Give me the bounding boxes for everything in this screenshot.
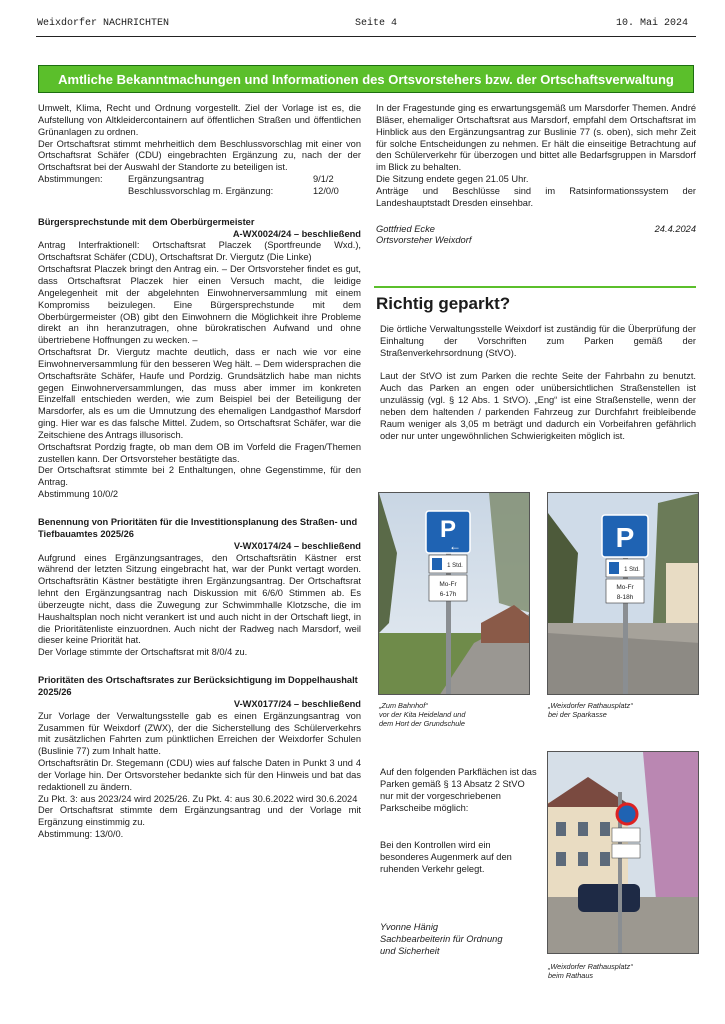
section-ref: A-WX0024/24 – beschließend [232,228,361,239]
paragraph: Laut der StVO ist zum Parken die rechte Seite der Fahrbahn zu benutzt. Auch das Parken an engen oder unübersichtlichen Straßenstellen ist unzulässig (vgl. § 12 Abs. 1 StVO). „Eng“ ist eine Straßenstelle, wenn der neben dem haltenden / parkenden Fahrzeug zur Durchfahrt freibleibende Raum weniger als 3,05 m beträgt und dadurch ein Vorbeifahren gefährlich oder nur unter ungewöhnlichen Schwierigkeiten möglich ist. [380,371,696,441]
paragraph: Ortschaftsrat Placzek bringt den Antrag ein. – Der Ortsvorsteher findet es gut, dass Ortschaftsrat Placzek hier einen Versuch macht, die leidige Angelegenheit mit der abgelehnten Einwohnerversammlung mit einem Kompromiss beizulegen. Eine Bürgersprechstunde mit dem Oberbürgermeister (OB) gibt den Einwohnern die Möglichkeit ihre Probleme direkt an ihn heranzutragen, ohne bürokratischen Aufwand und ohne übertriebene Hoffnungen zu wecken. – [38,264,361,346]
photo-parking-sign-rathausplatz [547,492,699,695]
section-divider [374,286,696,288]
svg-text:Mo-Fr: Mo-Fr [439,581,457,588]
paragraph: Zur Vorlage der Verwaltungsstelle gab es einen Ergänzungsantrag von Zusammen für Weixdorf (ZWX), der die Sicherstellung des Schülerverkehrs mit zusätzlichen Fahrten zum pünktlichen Erreichen der Weixdorfer Schulen (Buslinie 77) zum Inhalt hatte. [38,710,361,757]
svg-text:1 Std.: 1 Std. [447,563,463,569]
paragraph: Antrag Interfraktionell: Ortschaftsrat Placzek (Sportfreunde Wxd.), Ortschaftsrat Schäfer (CDU), Ortschaftsrat Dr. Viergutz (Die Linke) [38,240,361,263]
svg-text:P: P [439,516,457,543]
paragraph: Zu Pkt. 3: aus 2023/24 wird 2025/26. Zu Pkt. 4: aus 30.6.2022 wird 30.6.2024 [38,793,358,804]
svg-text:6-17h: 6-17h [439,591,457,598]
photo-caption: „Weixdorfer Rathausplatz“ bei der Sparkasse [548,701,633,719]
section-banner: Amtliche Bekanntmachungen und Informationen des Ortsvorstehers bzw. der Ortschaftsverwaltung [38,65,694,93]
header-date: 10. Mai 2024 [616,18,689,29]
section-ref: V-WX0177/24 – beschließend [233,698,361,709]
section-ref: V-WX0174/24 – beschließend [233,540,361,551]
paragraph: Abstimmung: 13/0/0. [38,829,124,840]
paragraph: Die Sitzung endete gegen 21.05 Uhr. [376,174,529,185]
header-publication: Weixdorfer NACHRICHTEN [37,18,170,29]
parking-sign-photo-icon [548,493,699,695]
paragraph: Der Ortschaftsrat stimmte dem Ergänzungsantrag und der Vorlage mit Ergänzung einstimmig zu. [38,805,361,828]
paragraph: Aufgrund eines Ergänzungsantrages, den Ortschaftsrätin Kästner erst während der letzten Sitzung eingebracht hat, war der Punkt vertagt worden. Ortschaftsrätin Kästner bestätigte ihren Ergänzungsantrag. Der Ortschaftsrat lehnt den Ergänzungsantrag nach Diskussion mit 6/6/0 Stimmen ab. Es überzeugte nicht, dass die Zuwegung zur Schwimmhalle Klotzsche, die im Haushaltsplan noch nicht verankert ist und auch nicht in der Ortschaft liegt, in die Prioritätenliste einzuordnen. Auch nicht der Radweg nach Marsdorf, weil dieser keine Priorität hat. [38,552,361,646]
vote-row: Beschlussvorschlag m. Ergänzung: 12/0/0 [128,185,339,196]
paragraph: Ortschaftsrat Pordzig fragte, ob man dem OB im Vorfeld die Fragen/Themen zustellen kann. Der Ortsvorsteher bestätigte das. [38,441,361,464]
vote-row: Abstimmungen: Ergänzungsantrag 9/1/2 [38,174,334,185]
svg-text:←: ← [449,539,461,553]
signer-role: Ortsvorsteher Weixdorf [376,235,472,246]
photo-caption: „Zum Bahnhof“ vor der Kita Heideland und dem Hort der Grundschule [379,701,466,728]
paragraph: Anträge und Beschlüsse sind im Ratsinformationssystem der Landeshauptstadt Dresden einsehbar. [376,185,696,208]
section-heading: Bürgersprechstunde mit dem Oberbürgermeister [38,216,255,227]
svg-text:P: P [615,522,635,553]
paragraph: Der Ortschaftsrat stimmte bei 2 Enthaltungen, ohne Gegenstimme, für den Antrag. [38,465,361,488]
parking-sign-photo-icon [379,493,530,695]
paragraph: Die örtliche Verwaltungsstelle Weixdorf ist zuständig für die Überprüfung der Einhaltung der Vorschriften zum Parken gemäß der Straßenverkehrsordnung (StVO). [380,324,696,358]
paragraph: Auf den folgenden Parkflächen ist das Parken gemäß § 13 Absatz 2 StVO nur mit der vorgeschriebenen Parkscheibe möglich: [380,767,537,813]
photo-caption: „Weixdorfer Rathausplatz“ beim Rathaus [548,962,633,980]
paragraph: Abstimmung 10/0/2 [38,489,119,500]
signer2-role: Sachbearbeiterin für Ordnung [380,933,503,944]
svg-text:1 Std.: 1 Std. [624,567,640,573]
left-column [38,103,361,841]
paragraph: Der Ortschaftsrat stimmt mehrheitlich dem Beschlussvorschlag mit einer von Ortschaftsrat Schäfer (CDU) eingebrachten Ergänzung zu, nach der der Ortschaftsrat bei der Auswahl der Standorte zu beteiligen ist. [38,138,361,173]
signer2-name: Yvonne Hänig [380,921,439,932]
article-title: Richtig geparkt? [376,294,511,313]
photo-parking-sign-rathaus [547,751,699,954]
header-page: Seite 4 [355,18,398,29]
paragraph: Umwelt, Klima, Recht und Ordnung vorgestellt. Ziel der Vorlage ist es, die Aufstellung von Altkleidercontainern auf öffentlichen Straßen und öffentlichen Grünanlagen zu ordnen. [38,103,361,137]
section-heading: Benennung von Prioritäten für die Investitionsplanung des Straßen- und Tiefbauamtes 2025/26 [38,517,358,539]
photo-parking-sign-bahnhof [378,492,530,695]
paragraph: In der Fragestunde ging es erwartungsgemäß um Marsdorfer Themen. André Bläser, ehemaliger Ortschaftsrat aus Marsdorf, empfahl dem Ortschaftsrat im Hinblick aus den Ergänzungsantrag zur Buslinie 77 (s. oben), sich mehr Zeit für solche Entscheidungen zu nehmen. Er hält die einseitige Betrachtung auf den Schülerverkehr für überzogen und bittet alle Bedarfsgruppen in Marsdorf im Blick zu behalten. [376,103,696,173]
svg-text:Mo-Fr: Mo-Fr [616,584,634,591]
article-lower [380,767,538,957]
right-column-top [376,103,696,247]
svg-text:8-18h: 8-18h [616,594,634,601]
signer2-role: und Sicherheit [380,945,440,956]
parking-sign-photo-icon [548,752,699,954]
section-heading: Prioritäten des Ortschaftsrates zur Berücksichtigung im Doppelhaushalt 2025/26 [38,675,358,697]
paragraph: Ortschaftsrätin Dr. Stegemann (CDU) wies auf falsche Daten in Punkt 3 und 4 der Vorlage hin. Der Ortsvorsteher bedankte sich für den Hinweis und bat das redaktionell zu ändern. [38,758,361,792]
sign-date: 24.4.2024 [654,223,696,234]
paragraph: Bei den Kontrollen wird ein besonderes Augenmerk auf den ruhenden Verkehr gelegt. [380,840,512,875]
signer-name: Gottfried Ecke [376,223,435,234]
paragraph: Ortschaftsrat Dr. Viergutz machte deutlich, dass er nach wie vor eine Einwohnerversammlung für den besseren Weg hält. – Dem widersprachen die Ortschaftsräte Schäfer, Haufe und Pordzig. Grundsätzlich habe man nichts gegen Einwohnerversammlungen, das muss aber immer im konkreten Einzelfall entschieden werden, wie zum Beispiel bei der Beteiligung der Marsdorfer, als es um die Umnutzung des ehemaligen Landgasthof Marsdorf ging. Hier war es das falsche Mittel. Zudem, so Ortschaftsrat Schäfer, war die Zeitschiene des Antrags illusorisch. [38,347,361,440]
article-intro [380,324,696,442]
header-rule [36,36,696,37]
paragraph: Der Vorlage stimmte der Ortschaftsrat mit 8/0/4 zu. [38,647,248,658]
